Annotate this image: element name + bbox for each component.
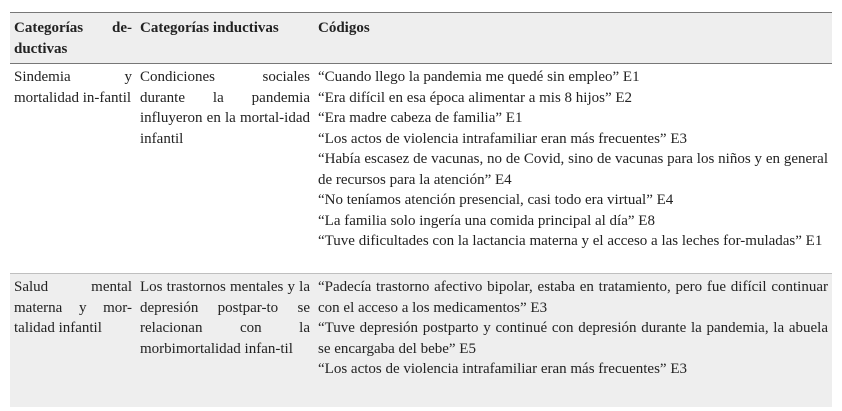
code-quote: “Los actos de violencia intrafamiliar eran más frecuentes” E3 — [318, 361, 687, 377]
categories-table — [10, 12, 832, 407]
deductive-category-cell: Salud mental materna y mor-talidad infantil — [14, 279, 132, 336]
code-quote: “Era madre cabeza de familia” E1 — [318, 110, 523, 126]
code-quote: “La familia solo ingería una comida principal al día” E8 — [318, 212, 655, 229]
code-quote: “Había escasez de vacunas, no de Covid, sino de vacunas para los niños y en general de recursos para la atención” E4 — [318, 151, 828, 188]
table-row — [10, 274, 832, 408]
table-row — [10, 64, 832, 274]
codes-cell — [314, 274, 832, 408]
header-codes: Códigos — [314, 13, 832, 64]
code-quote: “Era difícil en esa época alimentar a mis 8 hijos” E2 — [318, 89, 633, 106]
table-header-row — [10, 13, 832, 64]
code-quote: “Cuando llego la pandemia me quedé sin empleo” E1 — [318, 69, 640, 85]
header-inductive-categories: Categorías inductivas — [136, 13, 314, 64]
header-deductive-categories: Categorías de-ductivas — [10, 13, 136, 64]
code-quote: “No teníamos atención presencial, casi todo era virtual” E4 — [318, 192, 674, 208]
code-quote: “Tuve dificultades con la lactancia materna y el acceso a las leches for-muladas” E1 — [318, 233, 823, 249]
code-quote: “Padecía trastorno afectivo bipolar, estaba en tratamiento, pero fue difícil continuar con el acceso a los medicamentos” E3 — [318, 279, 828, 316]
deductive-category-cell: Sindemia y mortalidad in-fantil — [10, 64, 136, 274]
inductive-category-cell: Condiciones sociales durante la pandemia influyeron en la mortal-idad infantil — [136, 64, 314, 274]
codes-cell — [314, 64, 832, 274]
code-quote: “Los actos de violencia intrafamiliar eran más frecuentes” E3 — [318, 130, 687, 147]
inductive-category-cell: Los trastornos mentales y la depresión postpar-to se relacionan con la morbimortalidad infan-til — [140, 279, 310, 357]
code-quote: “Tuve depresión postparto y continué con depresión durante la pandemia, la abuela se encargaba del bebe” E5 — [318, 320, 828, 357]
categories-table-container — [10, 12, 832, 407]
